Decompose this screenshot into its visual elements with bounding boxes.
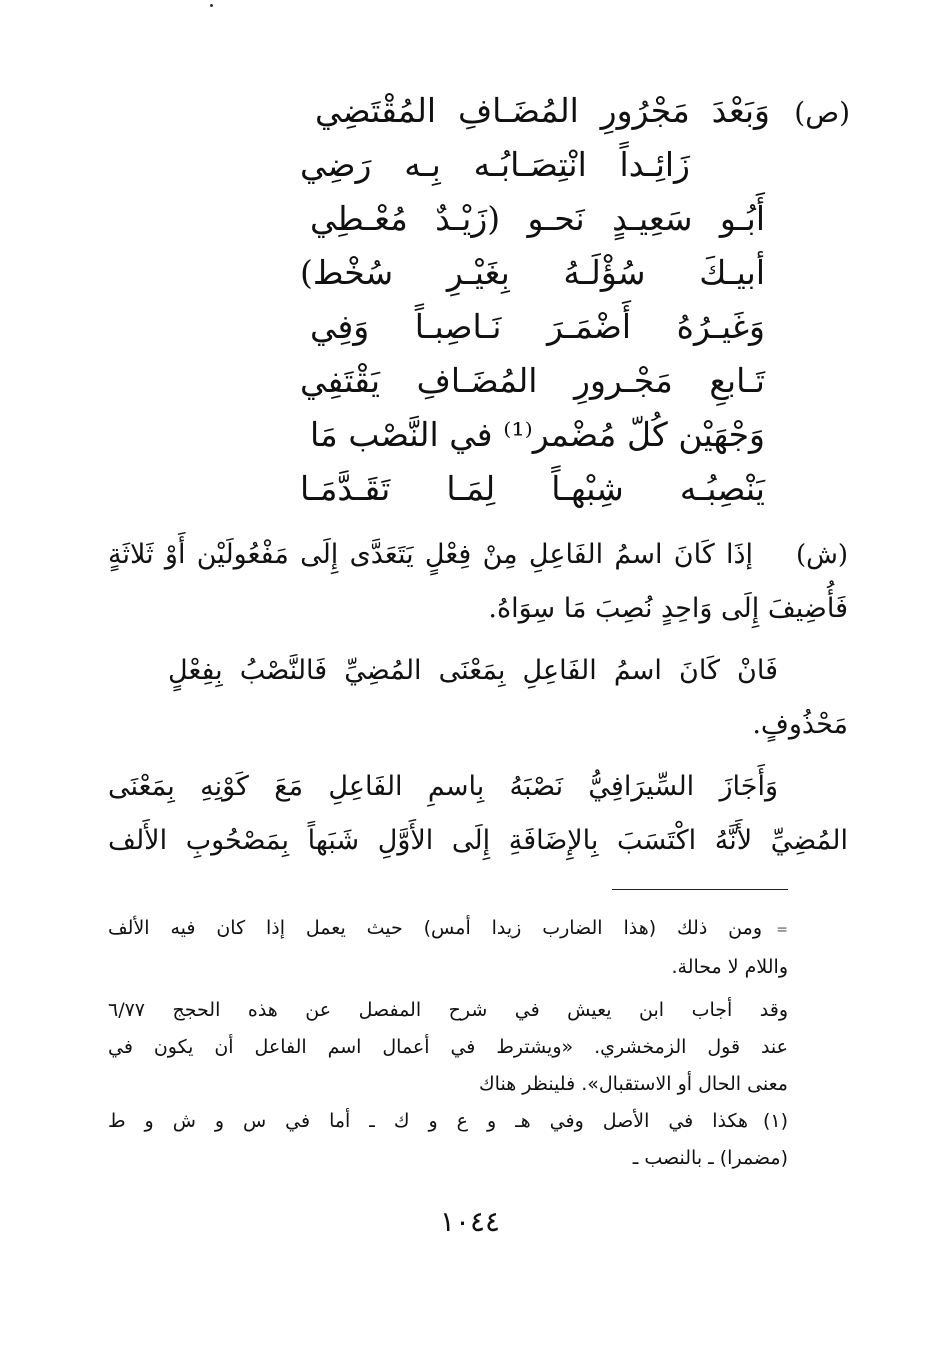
footnote-1-line-1-text: هكذا في الأصل وفي هـ و ع و ك ـ أما في س و ش و ط [108, 1110, 748, 1132]
verse-line-2: زَائِـداً انْتِصَـابُـه بِـه رَضِي [300, 145, 690, 184]
footnote-continued-line-1 [108, 910, 788, 949]
verse-marker: (ص) [794, 96, 850, 129]
verse-line-5: وَغَيـرُهُ أَضْمَـرَ نَـاصِبـاً وَفِي [310, 307, 765, 346]
page-number: ١٠٤٤ [439, 1205, 501, 1238]
commentary-p3-line-2: المُضِيِّ لأَنَّهُ اكْتَسَبَ بِالإِضَافَةِ إِلَى الأَوَّلِ شَبَهاً بِمَصْحُوبِ الأَلف [108, 825, 848, 856]
verse-first-row [150, 84, 850, 138]
commentary-p3-line-1 [108, 760, 848, 814]
commentary-p1-line-2: فَأُضِيفَ إِلَى وَاحِدٍ نُصِبَ مَا سِوَاهُ. [488, 593, 848, 624]
commentary-p1-line-1 [108, 528, 848, 582]
verse-line-3: أَبُـو سَعِيـدٍ نَحـو (زَيْـدٌ مُعْـطِي [310, 199, 765, 238]
commentary-p2-line-2: مَحْذُوفٍ. [752, 709, 848, 740]
footnote-1-line-2: (مضمرا) ـ بالنصب ـ [632, 1147, 788, 1169]
footnote-continued-line-1-text: ومن ذلك (هذا الضارب زيدا أمس) حيث يعمل إذا كان فيه الألف [108, 917, 762, 939]
footnote-separator [612, 889, 788, 890]
verse-block [150, 84, 850, 516]
footnote-paragraph-line-2: عند قول الزمخشري. «ويشترط في أعمال اسم الفاعل أن يكون في [108, 1036, 788, 1058]
verse-line-6: تَـابعِ مَجْـرورِ المُضَـافِ يَقْتَفِي [300, 361, 765, 400]
footnote-1-number: (١) [762, 1110, 788, 1132]
verse-line-8: يَنْصِبُـه شِبْهـاً لِمَـا تَقَـدَّمَـا [300, 469, 765, 508]
verse-line-7: وَجْهَيْن كُلّ مُضْمر⁽¹⁾ في النَّصْب مَا [310, 415, 765, 454]
commentary-p2-line-1 [108, 644, 848, 698]
footnote-continued-line-2: واللام لا محالة. [671, 956, 788, 978]
commentary-paragraph-3 [108, 760, 848, 868]
commentary-block [108, 528, 848, 868]
commentary-paragraph-1 [108, 528, 848, 636]
commentary-paragraph-2 [108, 644, 848, 752]
continuation-mark: = [776, 922, 788, 938]
commentary-p3-line-1-text: وَأَجَازَ السِّيرَافِيُّ نَصْبَهُ بِاسمِ الفَاعِلِ مَعَ كَوْنِهِ بِمَعْنَى [108, 771, 778, 802]
scan-speck [210, 4, 213, 7]
footnote-paragraph-line-1: وقد أجاب ابن يعيش في شرح المفصل عن هذه الحجج ٦/٧٧ [108, 999, 788, 1021]
verse-line-1: وَبَعْدَ مَجْرُورِ المُضَـافِ المُقْتَضِي [315, 91, 770, 130]
commentary-p2-line-1-text: فَانْ كَانَ اسمُ الفَاعِلِ بِمَعْنَى المُضِيِّ فَالنَّصْبُ بِفِعْلٍ [168, 655, 778, 686]
commentary-p1-line-1-text: إذَا كَانَ اسمُ الفَاعِلِ مِنْ فِعْلٍ يَتَعَدَّى إِلَى مَفْعُولَيْن أَوْ ثَلاثَةٍ [108, 539, 753, 570]
footnote-paragraph-line-3: معنى الحال أو الاستقبال». فلينظر هناك [479, 1073, 788, 1095]
verse-line-4: أبيـكَ سُؤْلَـهُ بِغَيْـرِ سُخْط) [300, 253, 765, 292]
footnote-1-line-1 [108, 1103, 788, 1140]
commentary-marker: (ش) [795, 540, 848, 570]
footnotes-block [108, 910, 788, 1177]
